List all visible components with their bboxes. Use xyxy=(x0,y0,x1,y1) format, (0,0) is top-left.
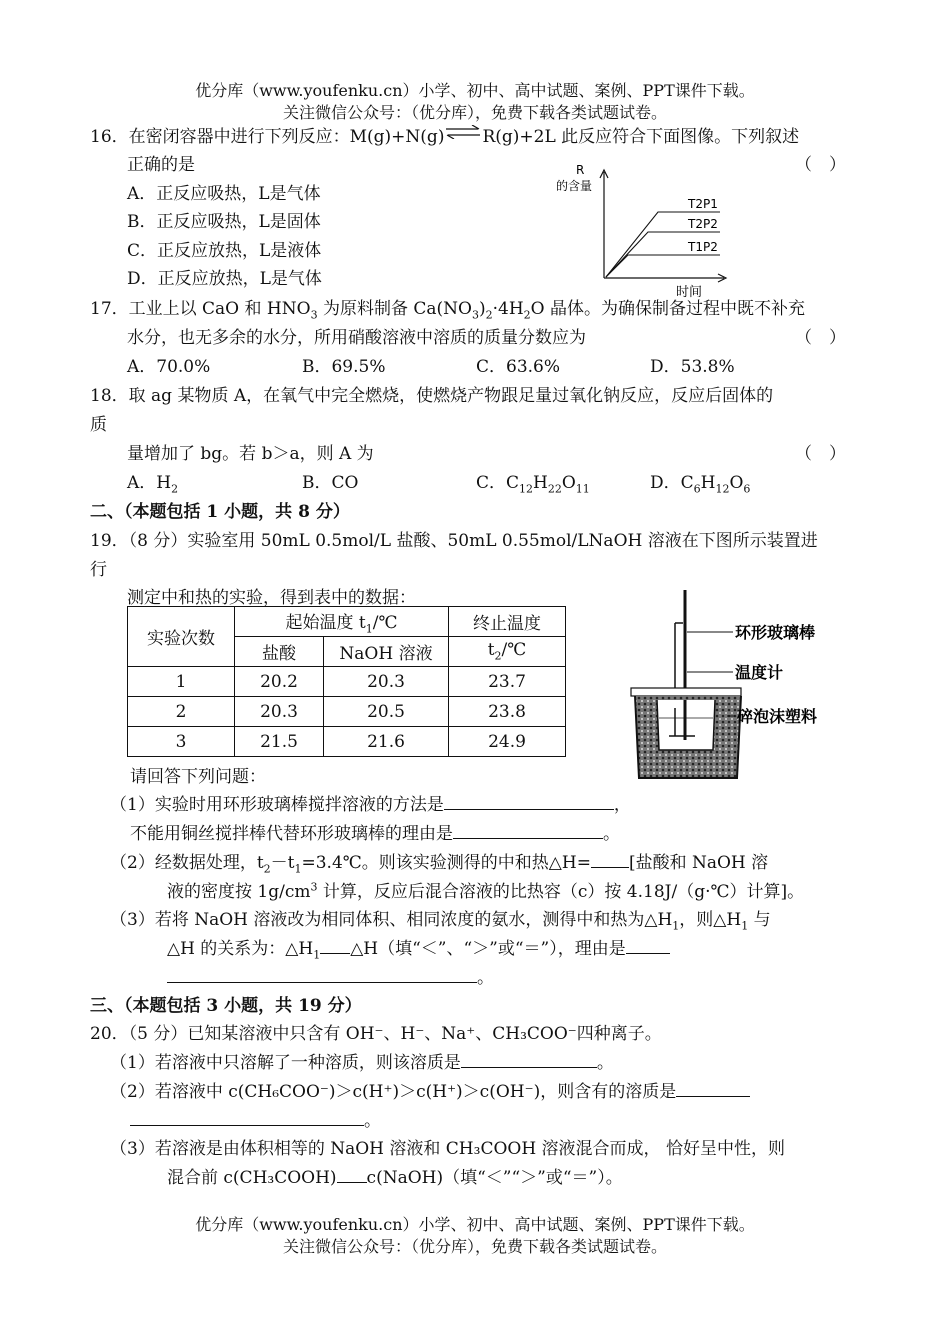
q18-stem-line-2: 量增加了 bg。若 b＞a，则 A 为 xyxy=(127,444,374,464)
table-row: 1 20.2 20.3 23.7 xyxy=(128,667,566,697)
equilibrium-arrow-icon xyxy=(444,124,482,144)
q17-stem-line-2: 水分，也无多余的水分，所用硝酸溶液中溶质的质量分数应为 xyxy=(127,328,586,348)
answer-blank[interactable] xyxy=(453,821,603,839)
section-3-heading: 三、（本题包括 3 小题，共 19 分） xyxy=(90,996,362,1016)
curve-label-t1p2: T1P2 xyxy=(688,240,718,254)
header-line-2: 关注微信公众号：（优分库），免费下载各类试题试卷。 xyxy=(282,103,667,122)
label-glass-rod: 环形玻璃棒 xyxy=(735,623,816,642)
q20-part-2-line-1: （2）若溶液中 c(CH₆COO⁻)＞c(H⁺)＞c(H⁺)＞c(OH⁻)，则含有的溶质是 xyxy=(110,1077,750,1102)
graph-y-label-2: 的含量 xyxy=(556,179,593,193)
table-row: 3 21.5 21.6 24.9 xyxy=(128,727,566,757)
label-thermometer: 温度计 xyxy=(735,663,784,682)
answer-blank[interactable] xyxy=(461,1050,597,1068)
answer-blank[interactable] xyxy=(591,850,629,868)
q17-option-c: C．63.6% xyxy=(476,357,561,377)
th-start-temp: 起始温度 $t_1/℃$ xyxy=(235,607,449,637)
q19-part-2-line-1: （2）经数据处理，$t_2-t_1=3.4℃$。则该实验测得的中和热△H= [盐酸和 NaOH 溶 xyxy=(110,848,768,875)
th-trial: 实验次数 xyxy=(128,607,235,667)
q18-option-c: C．$C_{12}H_{22}O_{11}$ xyxy=(476,473,590,496)
q20-part-3-line-1: （3）若溶液是由体积相等的 NaOH 溶液和 CH₃COOH 溶液混合而成， 恰好呈中性，则 xyxy=(110,1139,785,1159)
q19-stem-line-1: 19．（8 分）实验室用 50mL 0.5mol/L 盐酸、50mL 0.55mol/LNaOH 溶液在下图所示装置进 xyxy=(90,531,818,551)
q16-option-a: A．正反应吸热，L是气体 xyxy=(127,184,321,204)
q18-option-d: D．$C_6H_{12}O_6$ xyxy=(650,473,751,496)
q19-part-1-line-1: （1）实验时用环形玻璃棒搅拌溶液的方法是 ， xyxy=(110,790,631,815)
table-row: 2 20.3 20.5 23.8 xyxy=(128,697,566,727)
q19-data-table xyxy=(127,606,566,757)
q19-part-3-line-1: （3）若将 NaOH 溶液改为相同体积、相同浓度的氨水，测得中和热为$\triangle H_1$，则$\triangle H_1$ 与 xyxy=(110,910,771,933)
q16-stem-line-1: 16．在密闭容器中进行下列反应：M(g)+N(g) R(g)+2L 此反应符合下面图像。下列叙述 xyxy=(90,122,799,147)
q16-answer-paren: （ ） xyxy=(795,155,846,175)
footer-line-2: 关注微信公众号：（优分库），免费下载各类试题试卷。 xyxy=(282,1237,667,1256)
q19-stem-line-1b: 行 xyxy=(90,560,107,580)
answer-blank[interactable] xyxy=(130,1108,364,1126)
th-naoh: NaOH 溶液 xyxy=(324,637,449,667)
q18-option-a: A．$H_2$ xyxy=(127,473,179,496)
lid-icon xyxy=(631,688,741,696)
q19-part-1-line-2: 不能用铜丝搅拌棒代替环形玻璃棒的理由是 。 xyxy=(130,819,620,844)
answer-blank[interactable] xyxy=(626,936,670,954)
q16-option-d: D．正反应放热，L是气体 xyxy=(127,269,322,289)
curve-label-t2p2: T2P2 xyxy=(688,217,718,231)
q16-option-b: B．正反应吸热，L是固体 xyxy=(127,212,321,232)
q16-stem-line-2: 正确的是 xyxy=(127,155,195,175)
q17-option-b: B．69.5% xyxy=(302,357,386,377)
answer-blank[interactable] xyxy=(167,965,477,983)
answer-blank[interactable] xyxy=(444,792,614,810)
graph-x-label: 时间 xyxy=(676,285,703,300)
q20-part-2-line-2: 。 xyxy=(130,1106,381,1131)
label-foam: 碎泡沫塑料 xyxy=(737,707,818,726)
q20-stem: 20．（5 分）已知某溶液中只含有 OH⁻、H⁻、Na⁺、CH₃COO⁻四种离子。 xyxy=(90,1024,662,1044)
q18-option-b: B．CO xyxy=(302,473,359,493)
q19-prompt: 请回答下列问题： xyxy=(130,767,266,787)
th-end-temp-unit: $t_2/℃$ xyxy=(449,637,566,667)
answer-blank[interactable] xyxy=(320,936,350,954)
q17-option-a: A．70.0% xyxy=(127,357,211,377)
answer-blank[interactable] xyxy=(337,1165,367,1183)
q19-part-3-line-3: 。 xyxy=(167,963,494,988)
q20-part-3-line-2: 混合前 c(CH₃COOH) c(NaOH)（填“＜”“＞”或“＝”）。 xyxy=(167,1163,623,1188)
q17-answer-paren: （ ） xyxy=(795,328,846,348)
q19-part-3-line-2: △H 的关系为：$\triangle H_1$ △H（填“＜”、“＞”或“＝”），理由是 xyxy=(167,934,670,961)
q19-part-2-line-2: 液的密度按 $1g/cm^3$ 计算，反应后混合溶液的比热容（c）按 4.18J/（g·℃）计算]。 xyxy=(167,880,805,902)
q17-stem-line-1: 17．工业上以 CaO 和 $HNO_3$ 为原料制备 $Ca(NO_3)_2\cdot 4H_2O$ 晶体。为确保制备过程中既不补充 xyxy=(90,299,805,322)
q17-option-d: D．53.8% xyxy=(650,357,735,377)
calorimeter-apparatus-image xyxy=(625,588,840,788)
th-end-temp: 终止温度 xyxy=(449,607,566,637)
header-line-1: 优分库（www.youfenku.cn）小学、初中、高中试题、案例、PPT课件下载。 xyxy=(195,81,755,100)
graph-y-label-1: R xyxy=(576,163,585,177)
section-2-heading: 二、（本题包括 1 小题，共 8 分） xyxy=(90,502,350,522)
q16-graph xyxy=(548,160,738,300)
q18-answer-paren: （ ） xyxy=(795,444,846,464)
q18-stem-line-1: 18．取 ag 某物质 A，在氧气中完全燃烧，使燃烧产物跟足量过氧化钠反应，反应后固体的 xyxy=(90,386,774,406)
footer-line-1: 优分库（www.youfenku.cn）小学、初中、高中试题、案例、PPT课件下载。 xyxy=(195,1215,755,1234)
q16-option-c: C．正反应放热，L是液体 xyxy=(127,241,322,261)
q20-part-1: （1）若溶液中只溶解了一种溶质，则该溶质是 。 xyxy=(110,1048,614,1073)
answer-blank[interactable] xyxy=(676,1079,750,1097)
th-hcl: 盐酸 xyxy=(235,637,324,667)
q19-stem-line-2: 测定中和热的实验，得到表中的数据： xyxy=(127,588,416,608)
q18-stem-line-1b: 质 xyxy=(90,415,107,435)
curve-label-t2p1: T2P1 xyxy=(688,197,718,211)
